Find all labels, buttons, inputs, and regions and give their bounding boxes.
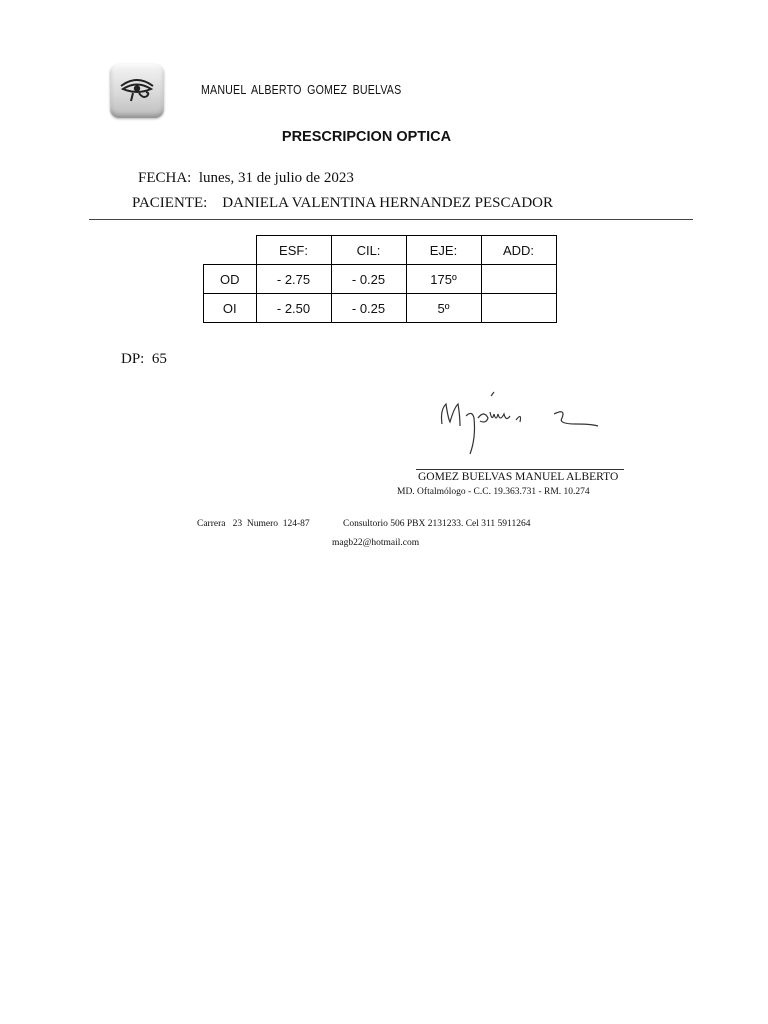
esf-value: - 2.50 xyxy=(256,294,331,323)
divider xyxy=(89,219,693,220)
esf-value: - 2.75 xyxy=(256,265,331,294)
dp-label: DP: xyxy=(121,351,145,367)
add-value xyxy=(481,294,556,323)
patient-value: DANIELA VALENTINA HERNANDEZ PESCADOR xyxy=(222,195,553,211)
add-value xyxy=(481,265,556,294)
signature-line xyxy=(416,469,624,470)
signer-name: GOMEZ BUELVAS MANUEL ALBERTO xyxy=(418,471,619,483)
header-esf: ESF: xyxy=(256,236,331,265)
date-label: FECHA: xyxy=(138,170,192,186)
table-row xyxy=(204,294,557,323)
header-add: ADD: xyxy=(481,236,556,265)
clinic-logo xyxy=(110,64,164,118)
table-corner-cell xyxy=(204,236,257,265)
dp-value: 65 xyxy=(151,351,167,367)
cil-value: - 0.25 xyxy=(331,265,406,294)
patient-label: PACIENTE: xyxy=(132,195,208,211)
header-eje: EJE: xyxy=(406,236,481,265)
eye-label: OI xyxy=(204,294,257,323)
contact-info: Consultorio 506 PBX 2131233. Cel 311 5911264 xyxy=(343,519,531,529)
table-header-row xyxy=(204,236,557,265)
eye-label: OD xyxy=(204,265,257,294)
handwritten-signature xyxy=(436,388,606,468)
page-title: PRESCRIPCION OPTICA xyxy=(281,129,452,145)
cil-value: - 0.25 xyxy=(331,294,406,323)
date-value: lunes, 31 de julio de 2023 xyxy=(198,170,354,186)
table-row xyxy=(204,265,557,294)
eje-value: 5º xyxy=(406,294,481,323)
email: magb22@hotmail.com xyxy=(332,538,420,548)
dp-line xyxy=(121,351,167,368)
header-cil: CIL: xyxy=(331,236,406,265)
address: Carrera 23 Numero 124-87 xyxy=(197,519,310,529)
prescription-table xyxy=(203,235,557,323)
patient-line xyxy=(132,195,553,212)
doctor-name: MANUEL ALBERTO GOMEZ BUELVAS xyxy=(201,82,402,97)
eye-of-horus-icon xyxy=(117,74,157,109)
date-line xyxy=(138,170,354,187)
signer-credentials: MD. Oftalmólogo - C.C. 19.363.731 - RM. 10.274 xyxy=(397,487,590,497)
eje-value: 175º xyxy=(406,265,481,294)
